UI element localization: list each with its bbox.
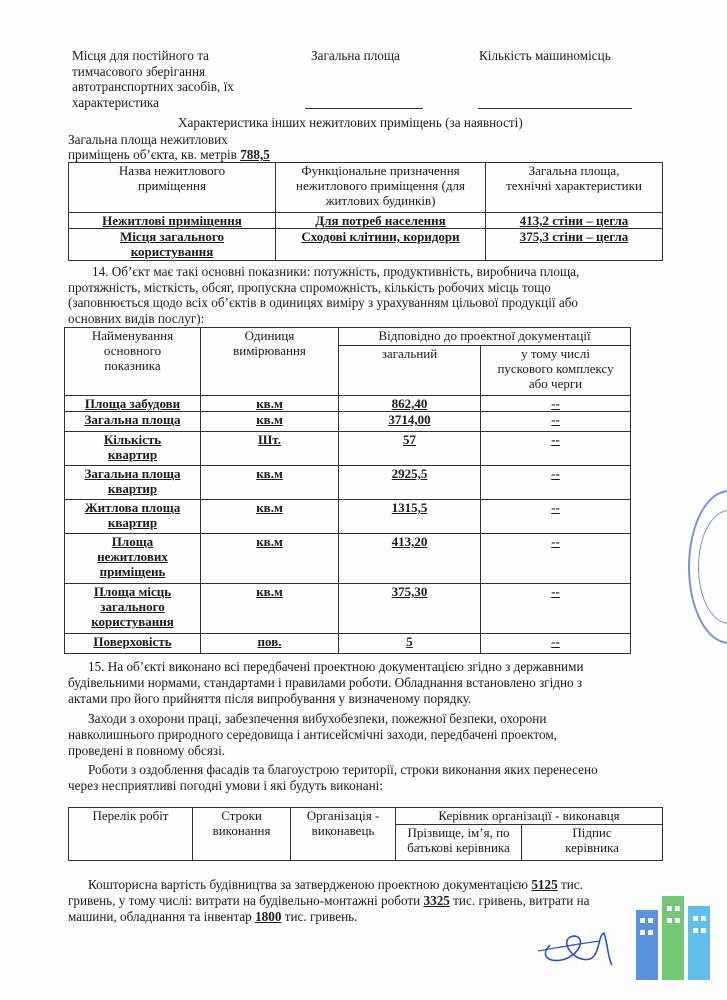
indicator-name: Загальна площа [65, 412, 201, 432]
indicators-table [64, 327, 631, 654]
works-table [68, 807, 663, 861]
indicator-startup: -- [481, 396, 631, 412]
indicator-name: Площа забудови [65, 396, 201, 412]
nonres-row-area: 375,3 стіни – цегла [486, 229, 663, 261]
parking-spaces-label: Кількість машиномісць [479, 48, 611, 63]
indicator-name: Житлова площа квартир [65, 500, 201, 534]
stamp-seal-icon [688, 490, 727, 644]
indicator-total: 1315,5 [339, 500, 481, 534]
indicator-unit: кв.м [201, 396, 339, 412]
indicator-startup: -- [481, 500, 631, 534]
parking-area-underline [305, 108, 423, 109]
table-row [65, 500, 631, 534]
indicator-startup: -- [481, 634, 631, 654]
nonres-total-line1: Загальна площа нежитлових [68, 132, 228, 147]
indicator-unit: Шт. [201, 432, 339, 466]
indicator-total: 2925,5 [339, 466, 481, 500]
section15-paragraph-1: 15. На об’єкті виконано всі передбачені проектною документацією згідно з державними [88, 659, 584, 674]
parking-label: Місця для постійного та тимчасового зберігання автотранспортних засобів, їх характеристика [72, 48, 234, 110]
indicator-total: 57 [339, 432, 481, 466]
cost-equipment-value: 1800 [255, 909, 282, 924]
section15-paragraph-3-cont: через несприятливі погодні умови і які будуть виконані: [68, 778, 383, 793]
indicator-unit: кв.м [201, 466, 339, 500]
works-header-manager: Керівник організації - виконавця [396, 808, 663, 825]
indicator-unit: кв.м [201, 584, 339, 634]
section15-paragraph-2-cont: навколишнього природного середовища і антисейсмічні заходи, передбачені проектом, проведені в повному обсязі. [68, 727, 557, 758]
cost-line-2: гривень, у тому числі: витрати на будівельно-монтажні роботи 3325 тис. гривень, витрати на [68, 893, 590, 908]
table-row [69, 213, 663, 229]
nonres-header-purpose: Функціональне призначення нежитлового приміщення (для житлових будинків) [276, 163, 486, 213]
cost-construction-value: 3325 [423, 893, 450, 908]
table-row [65, 432, 631, 466]
table-row [69, 229, 663, 261]
indicator-name: Загальна площа квартир [65, 466, 201, 500]
cost-total-value: 5125 [531, 877, 558, 892]
table-row [65, 396, 631, 412]
indicator-startup: -- [481, 432, 631, 466]
nonres-table-header [69, 163, 663, 213]
indicator-startup: -- [481, 412, 631, 432]
cost-line-1: Кошторисна вартість будівництва за затвердженою проектною документацією 5125 тис. [88, 877, 583, 892]
indicators-header-startup: у тому числі пускового комплексу або черги [481, 346, 631, 396]
works-header-list: Перелік робіт [69, 808, 193, 861]
indicator-total: 413,20 [339, 534, 481, 584]
indicator-startup: -- [481, 584, 631, 634]
indicators-header-indicator: Найменування основного показника [65, 328, 201, 396]
indicator-unit: кв.м [201, 412, 339, 432]
nonres-row-name: Нежитлові приміщення [69, 213, 276, 229]
nonres-total-line2: приміщень об’єкта, кв. метрів 788,5 [68, 147, 270, 162]
indicator-total: 862,40 [339, 396, 481, 412]
works-header-signature: Підпис керівника [522, 825, 663, 861]
table-row [65, 466, 631, 500]
indicator-name: Площа місць загального користування [65, 584, 201, 634]
table-row [65, 534, 631, 584]
cost-line-3: машини, обладнання та інвентар 1800 тис. гривень. [68, 909, 358, 924]
nonres-header-area: Загальна площа, технічні характеристики [486, 163, 663, 213]
indicator-name: Площа нежитлових приміщень [65, 534, 201, 584]
section15-paragraph-2: Заходи з охорони праці, забезпечення вибухобезпеки, пожежної безпеки, охорони [88, 711, 547, 726]
indicators-header-unit: Одиниця вимірювання [201, 328, 339, 396]
table-row [65, 412, 631, 432]
section15-paragraph-3: Роботи з оздоблення фасадів та благоустрою території, строки виконання яких перенесено [88, 762, 598, 777]
signature-icon [530, 915, 640, 970]
indicators-header-total: загальний [339, 346, 481, 396]
indicator-startup: -- [481, 466, 631, 500]
nonres-header-name: Назва нежитлового приміщення [69, 163, 276, 213]
table-row [65, 584, 631, 634]
nonres-row-purpose: Сходові клітини, коридори [276, 229, 486, 261]
nonres-row-area: 413,2 стіни – цегла [486, 213, 663, 229]
indicator-total: 5 [339, 634, 481, 654]
table-row [65, 634, 631, 654]
indicator-total: 375,30 [339, 584, 481, 634]
section14-text: 14. Об’єкт має такі основні показники: потужність, продуктивність, виробнича площа, протяжність, місткість, обсяг, пропускна спроможність, кількість робочих місць тощо (заповнюється щодо всіх об’єктів в одиницях виміру з урахуванням цільової продукції або основних видів послуг): [68, 264, 580, 326]
works-header-name: Прізвище, ім’я, по батькові керівника [396, 825, 522, 861]
indicator-unit: кв.м [201, 534, 339, 584]
parking-spaces-underline [478, 108, 632, 109]
indicator-name: Кількість квартир [65, 432, 201, 466]
indicator-startup: -- [481, 534, 631, 584]
nonres-heading: Характеристика інших нежитлових приміщень (за наявності) [178, 115, 523, 130]
indicator-name: Поверховість [65, 634, 201, 654]
nonres-table [68, 162, 663, 261]
parking-area-label: Загальна площа [311, 48, 400, 63]
indicator-unit: пов. [201, 634, 339, 654]
works-header-terms: Строки виконання [193, 808, 291, 861]
nonres-total-value: 788,5 [240, 147, 270, 162]
watermark-logo-icon [632, 888, 722, 988]
nonres-row-purpose: Для потреб населення [276, 213, 486, 229]
indicators-header-project: Відповідно до проектної документації [339, 328, 631, 346]
section15-paragraph-1-cont: будівельними нормами, стандартами і правилами роботи. Обладнання встановлено згідно з актами про його прийняття після випробування у визначеному порядку. [68, 675, 583, 706]
indicator-unit: кв.м [201, 500, 339, 534]
indicator-total: 3714,00 [339, 412, 481, 432]
nonres-row-name: Місця загального користування [69, 229, 276, 261]
works-header-org: Організація - виконавець [291, 808, 396, 861]
